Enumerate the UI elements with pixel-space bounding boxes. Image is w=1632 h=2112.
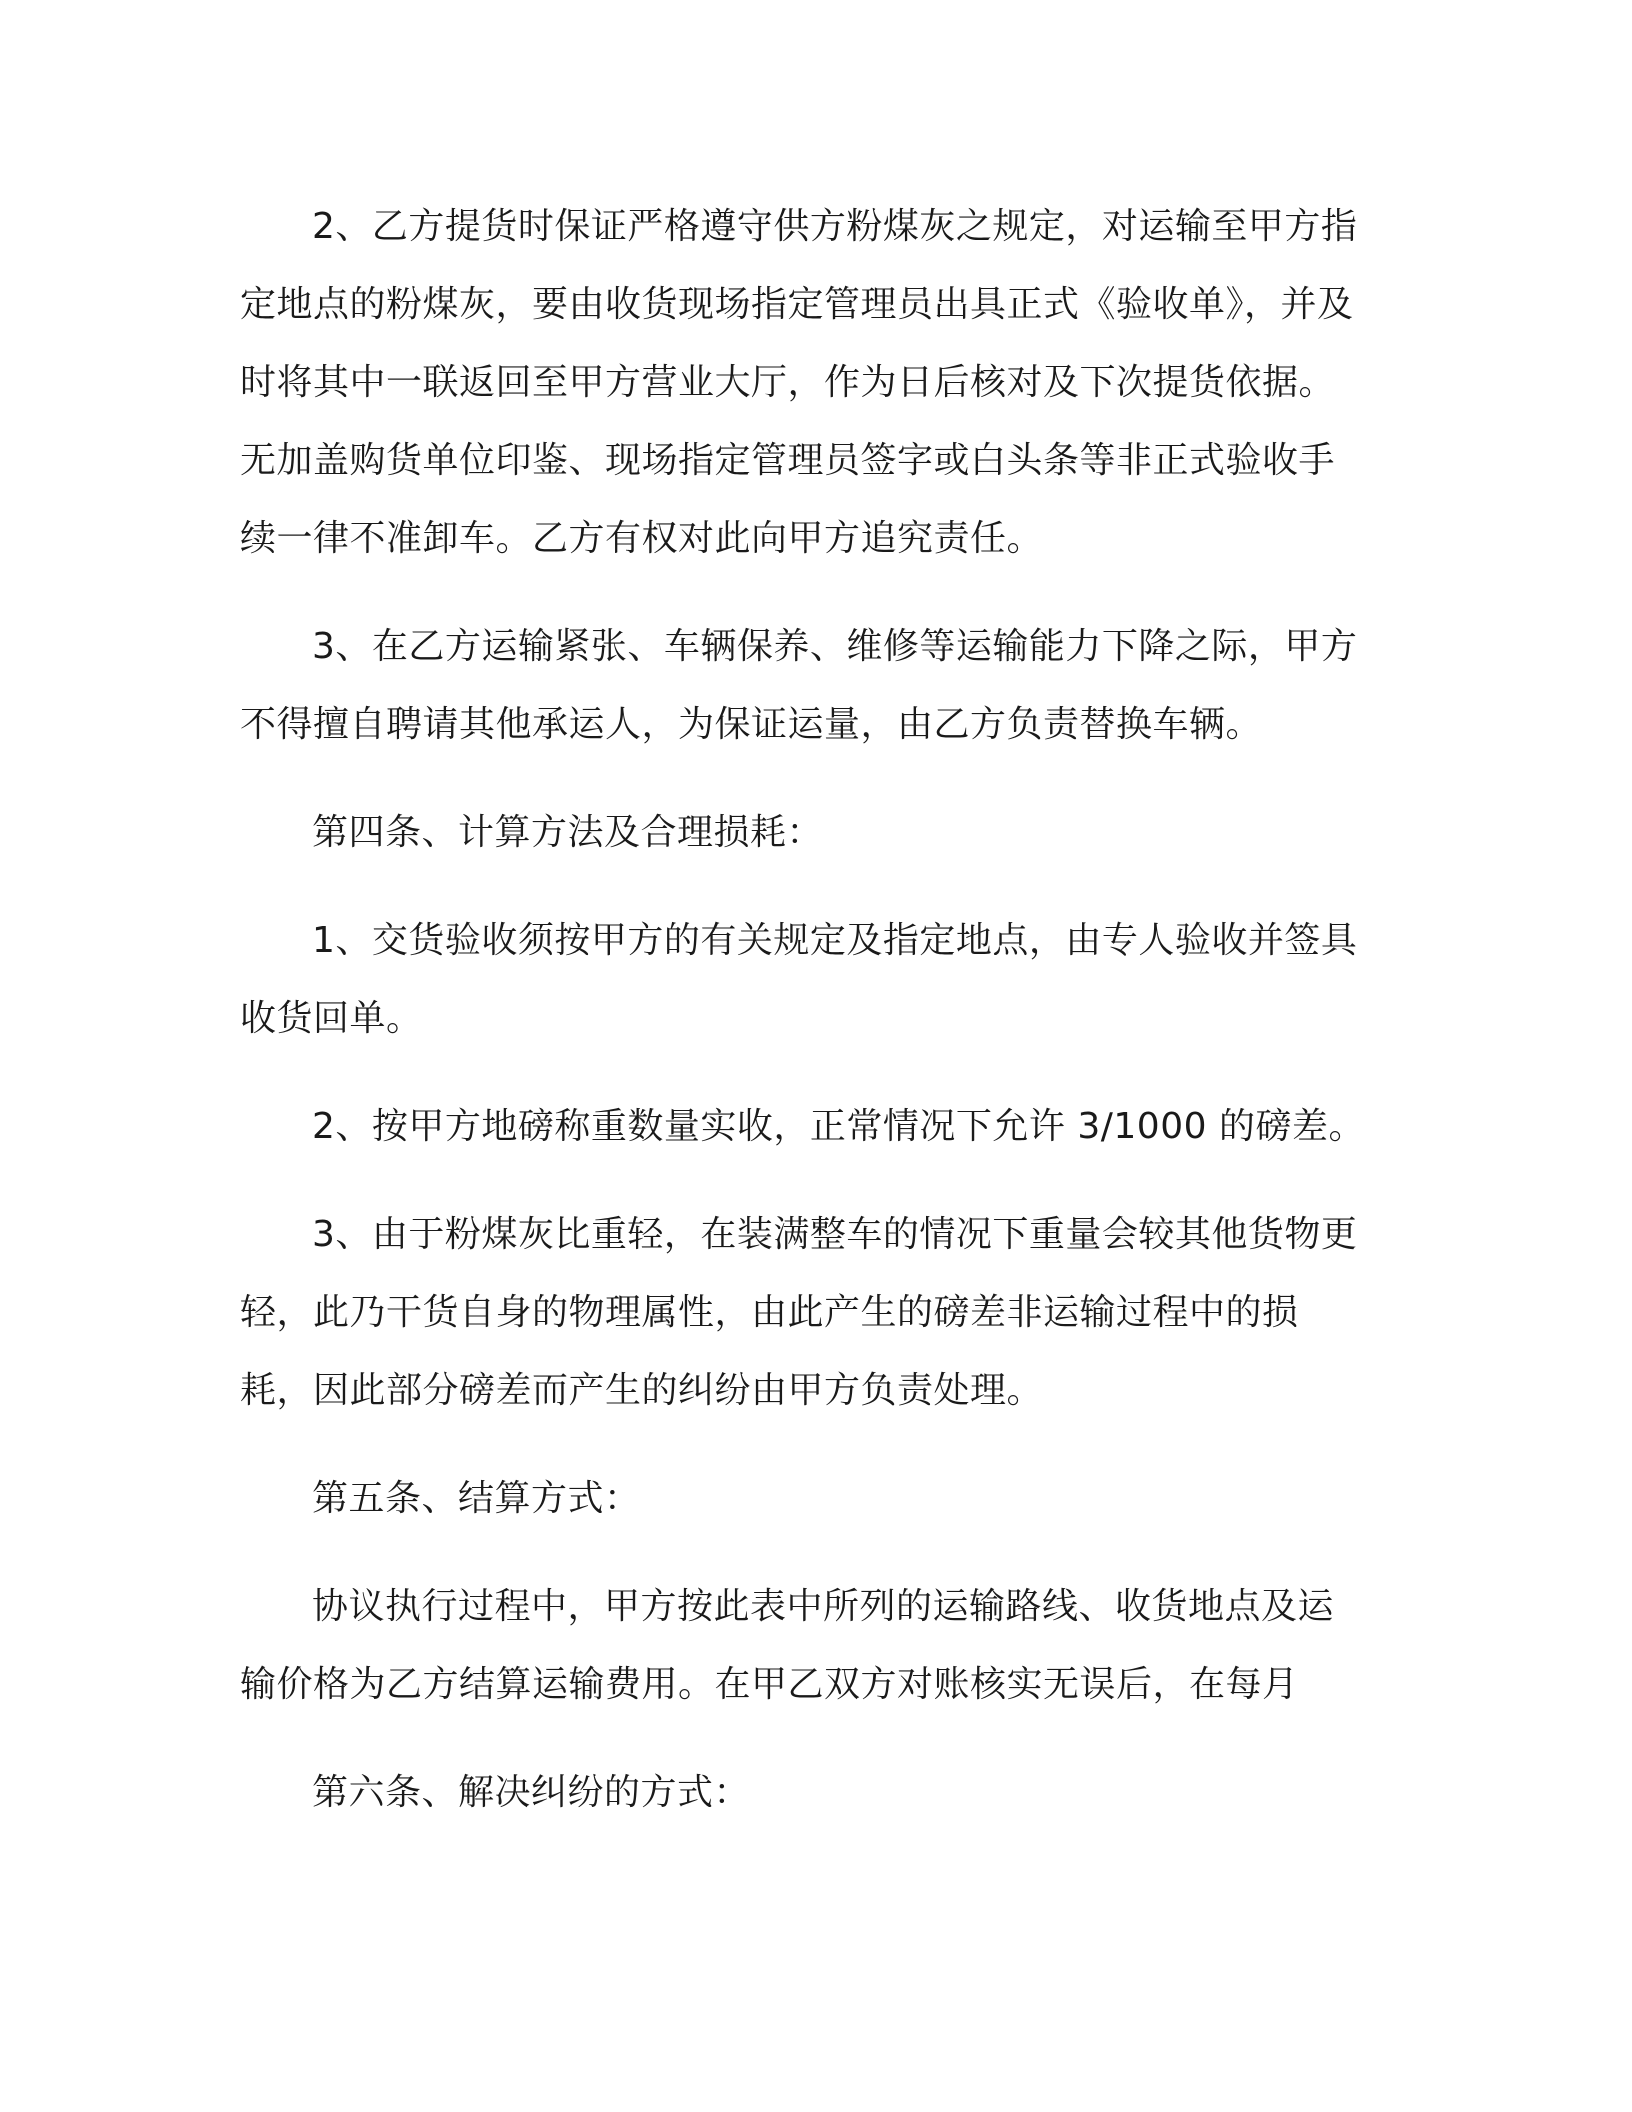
section-heading-article-4: 第四条、计算方法及合理损耗： bbox=[312, 812, 824, 853]
section-heading-article-5: 第五条、结算方式： bbox=[312, 1478, 641, 1519]
paragraph-delivery-acceptance: 2、乙方提货时保证严格遵守供方粉煤灰之规定，对运输至甲方指定地点的粉煤灰，要由收货现场指定管理员出具正式《验收单》，并及时将其中一联返回至甲方营业大厅，作为日后核对及下次提货依据。无加盖购货单位印鉴、现场指定管理员签字或白头条等非正式验收手续一律不准卸车。乙方有权对此向甲方追究责任。 bbox=[240, 206, 1358, 559]
paragraph-vehicle-replacement: 3、在乙方运输紧张、车辆保养、维修等运输能力下降之际，甲方不得擅自聘请其他承运人，为保证运量，由乙方负责替换车辆。 bbox=[240, 626, 1358, 745]
document-body bbox=[240, 188, 1370, 1862]
paragraph-weighbridge-tolerance: 2、按甲方地磅称重数量实收，正常情况下允许 3/1000 的磅差。 bbox=[312, 1106, 1365, 1147]
paragraph-settlement: 协议执行过程中，甲方按此表中所列的运输路线、收货地点及运输价格为乙方结算运输费用。在甲乙双方对账核实无误后，在每月 bbox=[240, 1586, 1335, 1705]
section-heading-article-6: 第六条、解决纠纷的方式： bbox=[312, 1772, 751, 1813]
paragraph-fly-ash-weight: 3、由于粉煤灰比重轻，在装满整车的情况下重量会较其他货物更轻，此乃干货自身的物理属性，由此产生的磅差非运输过程中的损耗，因此部分磅差而产生的纠纷由甲方负责处理。 bbox=[240, 1214, 1358, 1411]
paragraph-acceptance-receipt: 1、交货验收须按甲方的有关规定及指定地点，由专人验收并签具收货回单。 bbox=[240, 920, 1358, 1039]
